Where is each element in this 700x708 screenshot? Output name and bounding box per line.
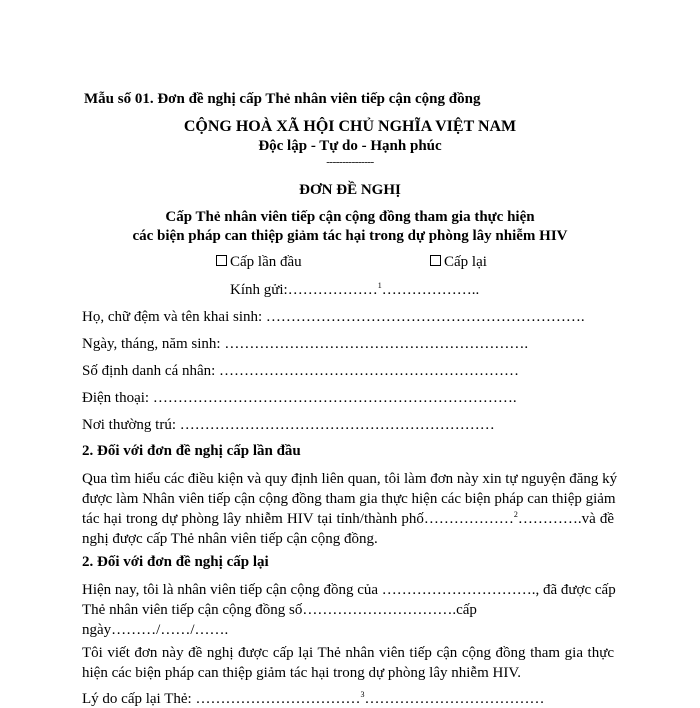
- option-reissue-label: Cấp lại: [444, 254, 487, 270]
- first-issue-line-3: [82, 509, 614, 529]
- header-divider: ---------------: [326, 156, 374, 168]
- reissue-line-1: Hiện nay, tôi là nhân viên tiếp cận cộng đồng của …………………………., đã được cấp: [82, 582, 616, 598]
- field-phone: Điện thoại: ……………………………………………………………….: [82, 390, 517, 406]
- reissue-reason: [82, 690, 544, 708]
- first-issue-line-4: nghị được cấp Thẻ nhân viên tiếp cận cộng đồng.: [82, 531, 378, 547]
- reissue-reason-a: Lý do cấp lại Thẻ: ……………………………: [82, 691, 361, 707]
- option-reissue[interactable]: [430, 253, 487, 271]
- first-issue-line-1: Qua tìm hiểu các điều kiện và quy định liên quan, tôi làm đơn này xin tự nguyện đăng ký: [82, 471, 618, 487]
- reissue-line-4: Tôi viết đơn này đề nghị được cấp lại Thẻ nhân viên tiếp cận cộng đồng tham gia thực: [82, 645, 614, 661]
- subtitle-line-2: các biện pháp can thiệp giảm tác hại trong dự phòng lây nhiễm HIV: [132, 228, 568, 244]
- option-first-issue[interactable]: [216, 253, 302, 271]
- field-personal-id: Số định danh cá nhân: ……………………………………………………: [82, 363, 520, 379]
- addressee-prefix: Kính gửi:………………: [230, 282, 378, 298]
- country-name: CỘNG HOÀ XÃ HỘI CHỦ NGHĨA VIỆT NAM: [183, 118, 517, 135]
- section-reissue-request: [82, 643, 614, 683]
- national-motto: Độc lập - Tự do - Hạnh phúc: [258, 138, 442, 154]
- field-residence: Nơi thường trú: ………………………………………………………: [82, 417, 495, 433]
- footnote-2: 2: [513, 510, 518, 519]
- first-issue-line-2: được làm Nhân viên tiếp cận cộng đồng tham gia thực hiện các biện pháp can thiệp giảm: [82, 491, 616, 507]
- addressee-line: [230, 281, 479, 299]
- reissue-line-3: ngày………/……/…….: [82, 622, 229, 638]
- checkbox-reissue[interactable]: [430, 255, 441, 266]
- option-first-issue-label: Cấp lần đầu: [230, 254, 302, 270]
- footnote-1: 1: [377, 281, 382, 290]
- subtitle-line-1: Cấp Thẻ nhân viên tiếp cận cộng đồng tham gia thực hiện: [165, 209, 535, 225]
- field-dob: Ngày, tháng, năm sinh: …………………………………………………….: [82, 336, 529, 352]
- section-reissue-heading: 2. Đối với đơn đề nghị cấp lại: [82, 554, 269, 570]
- document-title: ĐƠN ĐỀ NGHỊ: [299, 182, 401, 198]
- checkbox-first-issue[interactable]: [216, 255, 227, 266]
- section-reissue-body: [82, 580, 614, 640]
- reissue-line-2: Thẻ nhân viên tiếp cận cộng đồng số………………………….cấp: [82, 602, 477, 618]
- field-full-name: Họ, chữ đệm và tên khai sinh: ……………………………………………………….: [82, 309, 585, 325]
- reissue-reason-b: ………………………………: [364, 691, 545, 707]
- first-issue-line-3a: tác hại trong dự phòng lây nhiễm HIV tại tỉnh/thành phố………………: [82, 511, 514, 527]
- addressee-suffix: ………………..: [381, 282, 480, 298]
- form-number-title: Mẫu số 01. Đơn đề nghị cấp Thẻ nhân viên tiếp cận cộng đồng: [84, 91, 481, 107]
- first-issue-line-3b: ………….và đề: [517, 511, 614, 527]
- reissue-line-5: hiện các biện pháp can thiệp giảm tác hại trong dự phòng lây nhiễm HIV.: [82, 665, 521, 681]
- section-first-issue-heading: 2. Đối với đơn đề nghị cấp lần đầu: [82, 443, 301, 459]
- footnote-3: 3: [360, 690, 365, 699]
- section-first-issue-body: [82, 469, 618, 549]
